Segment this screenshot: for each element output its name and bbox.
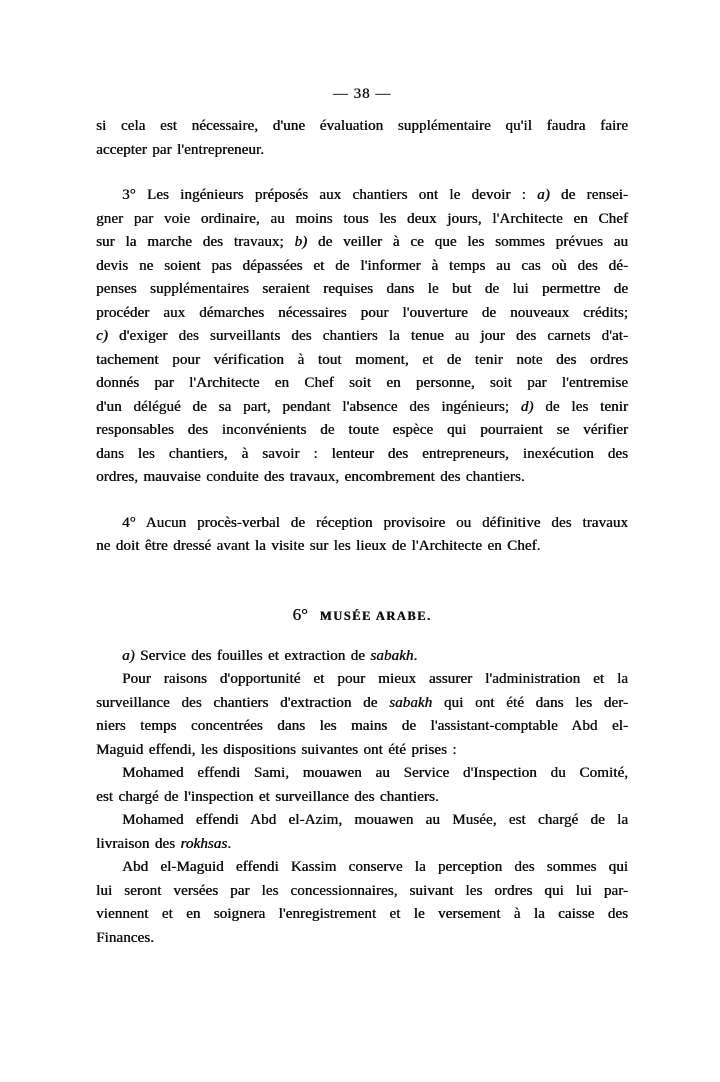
- text-line: 3° Les ingénieurs préposés aux chantiers ont le devoir : a) de rensei-: [122, 187, 628, 203]
- paragraph: [96, 856, 628, 950]
- text-line: penses supplémentaires seraient requises dans le but de lui permettre de: [96, 281, 628, 297]
- section-heading: [96, 605, 628, 625]
- paragraph: [96, 645, 628, 669]
- text-line: viennent et en soignera l'enregistrement et le versement à la caisse des: [96, 906, 628, 922]
- text-line: Abd el-Maguid effendi Kassim conserve la perception des sommes qui: [122, 859, 628, 875]
- text-line: surveillance des chantiers d'extraction de sabakh qui ont été dans les der-: [96, 694, 628, 711]
- text-line: si cela est nécessaire, d'une évaluation supplémentaire qu'il faudra faire: [96, 118, 628, 134]
- text-line: ne doit être dressé avant la visite sur les lieux de l'Architecte en Chef.: [96, 538, 541, 554]
- text-line: gner par voie ordinaire, au moins tous les deux jours, l'Architecte en Chef: [96, 210, 628, 227]
- paragraph: [96, 809, 628, 856]
- text-line: Pour raisons d'opportunité et pour mieux assurer l'administration et la: [122, 671, 628, 687]
- text-line: 4° Aucun procès-verbal de réception provisoire ou définitive des travaux: [122, 514, 628, 531]
- page-body: [96, 115, 628, 950]
- paragraph: [96, 184, 628, 490]
- text-line: est chargé de l'inspection et surveillance des chantiers.: [96, 788, 439, 805]
- heading-title: MUSÉE ARABE.: [319, 608, 432, 623]
- text-line: accepter par l'entrepreneur.: [96, 141, 264, 158]
- text-line: livraison des rokhsas.: [96, 835, 232, 852]
- text-line: Maguid effendi, les dispositions suivantes ont été prises :: [96, 741, 457, 758]
- page-number: — 38 —: [332, 86, 392, 102]
- text-line: responsables des inconvénients de toute espèce qui pourraient se vérifier: [96, 422, 628, 438]
- text-line: Mohamed effendi Abd el-Azim, mouawen au Musée, est chargé de la: [122, 812, 628, 828]
- text-line: devis ne soient pas dépassées et de l'informer à temps au cas où des dé-: [96, 257, 628, 274]
- text-line: procéder aux démarches nécessaires pour l'ouverture de nouveaux crédits;: [96, 304, 628, 321]
- text-line: lui seront versées par les concessionnaires, suivant les ordres qui lui par-: [96, 882, 628, 899]
- paragraph: [96, 115, 628, 162]
- heading-number: 6°: [292, 604, 308, 624]
- paragraph: [96, 512, 628, 559]
- text-line: tachement pour vérification à tout moment, et de tenir note des ordres: [96, 351, 628, 368]
- text-line: ordres, mauvaise conduite des travaux, encombrement des chantiers.: [96, 469, 525, 485]
- text-line: d'un délégué de sa part, pendant l'absence des ingénieurs; d) de les tenir: [96, 398, 628, 415]
- page-content: [96, 86, 628, 950]
- text-line: a) Service des fouilles et extraction de sabakh.: [122, 647, 418, 664]
- paragraph: [96, 762, 628, 809]
- text-line: niers temps concentrées dans les mains de l'assistant-comptable Abd el-: [96, 718, 628, 734]
- text-line: Finances.: [96, 929, 154, 946]
- paragraph: [96, 668, 628, 762]
- text-line: donnés par l'Architecte en Chef soit en personne, soit par l'entremise: [96, 375, 628, 391]
- text-line: Mohamed effendi Sami, mouawen au Service d'Inspection du Comité,: [122, 765, 628, 781]
- text-line: sur la marche des travaux; b) de veiller à ce que les sommes prévues au: [96, 234, 629, 250]
- text-line: dans les chantiers, à savoir : lenteur des entrepreneurs, inexécution des: [96, 445, 628, 462]
- text-line: c) d'exiger des surveillants des chantiers la tenue au jour des carnets d'at-: [96, 328, 628, 344]
